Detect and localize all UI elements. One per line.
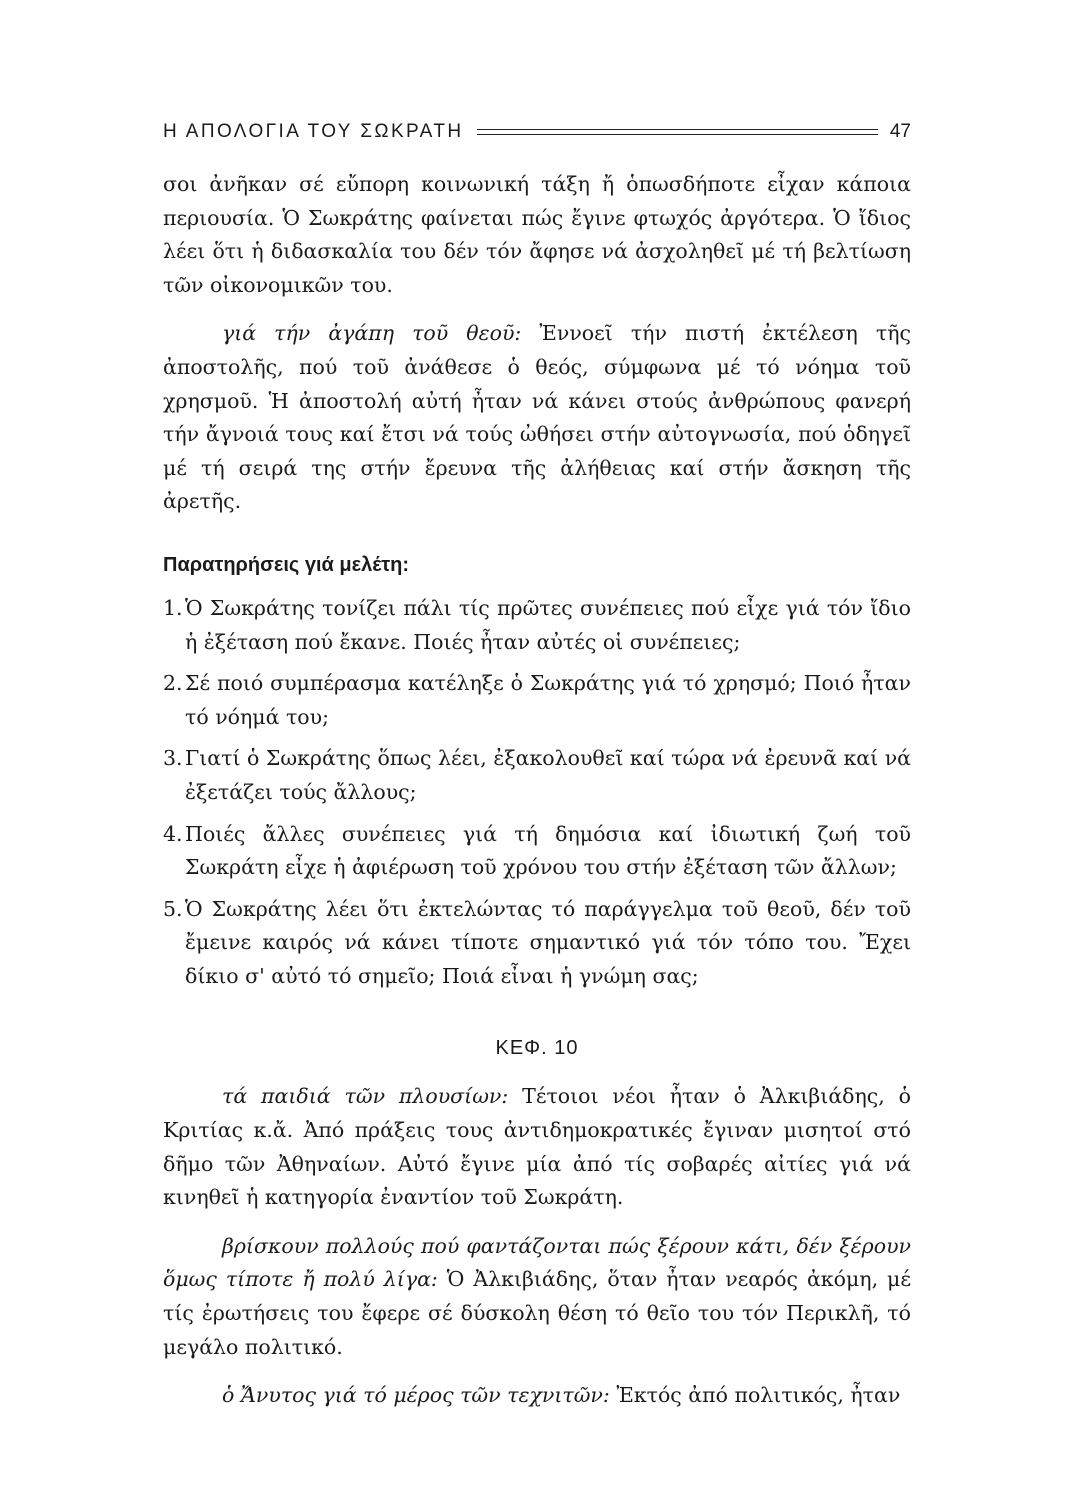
note-2-term: τά παιδιά τῶν πλουσίων:: [222, 1084, 509, 1109]
page-body: [163, 168, 911, 1413]
note-3-term: βρίσκουν πολλούς πού φαντάζονται πώς ξέρουν κάτι, δέν ξέρουν ὅμως τίποτε ἤ πολύ λίγα:: [163, 1233, 911, 1292]
paragraph-continuation: σοι ἀνῆκαν σέ εὔπορη κοινωνική τάξη ἤ ὁπωσδήποτε εἶχαν κάποια περιουσία. Ὁ Σωκράτης φαίνεται πώς ἔγινε φτωχός ἀργότερα. Ὁ ἴδιος λέει ὅτι ἡ διδασκαλία του δέν τόν ἄφησε νά ἀσχοληθεῖ μέ τή βελτίωση τῶν οἰκονομικῶν του.: [163, 172, 911, 297]
question-item: [163, 818, 911, 885]
study-notes-heading: Παρατηρήσεις γιά μελέτη:: [163, 554, 410, 577]
note-1-term: γιά τήν ἀγάπη τοῦ θεοῦ:: [222, 321, 522, 346]
question-number: 5.: [163, 896, 183, 921]
note-3-text: Ὁ Ἀλκιβιάδης, ὅταν ἦταν νεαρός ἀκόμη, μέ τίς ἐρωτήσεις του ἔφερε σέ δύσκολη θέση τό θεῖο του τόν Περικλῆ, τό μεγάλο πολιτικό.: [163, 1267, 911, 1359]
question-item: [163, 742, 911, 809]
question-text: Ποιές ἄλλες συνέπειες γιά τή δημόσια καί ἰδιωτική ζωή τοῦ Σωκράτη εἶχε ἡ ἀφιέρωση τοῦ χρόνου του στήν ἐξέταση τῶν ἄλλων;: [185, 821, 911, 880]
commentary-note-1: [163, 317, 911, 519]
note-1-text: Ἐννοεῖ τήν πιστή ἐκτέλεση τῆς ἀποστολῆς, πού τοῦ ἀνάθεσε ὁ θεός, σύμφωνα μέ τό νόημα τοῦ χρησμοῦ. Ἡ ἀποστολή αὐτή ἦταν νά κάνει στούς ἀνθρώπους φανερή τήν ἄγνοιά τους καί ἔτσι νά τούς ὠθήσει στήν αὐτογνωσία, πού ὁδηγεῖ μέ τή σειρά της στήν ἔρευνα τῆς ἀλήθειας καί στήν ἄσκηση τῆς ἀρετῆς.: [163, 321, 911, 514]
question-number: 2.: [163, 671, 183, 696]
question-item: [163, 893, 911, 994]
page-number: 47: [889, 121, 911, 142]
question-text: Ὁ Σωκράτης λέει ὅτι ἐκτελώντας τό παράγγελμα τοῦ θεοῦ, δέν τοῦ ἔμεινε καιρός νά κάνει τίποτε σημαντικό γιά τόν τόπο του. Ἔχει δίκιο σ' αὐτό τό σημεῖο; Ποιά εἶναι ἡ γνώμη σας;: [185, 896, 911, 988]
question-item: [163, 667, 911, 734]
running-header: [163, 120, 911, 144]
commentary-note-4: [163, 1379, 911, 1413]
question-text: Ὁ Σωκράτης τονίζει πάλι τίς πρῶτες συνέπειες πού εἶχε γιά τόν ἴδιο ἡ ἐξέταση πού ἔκανε. Ποιές ἦταν αὐτές οἱ συνέπειες;: [185, 595, 911, 654]
question-number: 4.: [163, 821, 183, 846]
study-questions-list: [163, 592, 911, 994]
chapter-heading: ΚΕΦ. 10: [495, 1036, 579, 1059]
note-4-term: ὁ Ἄνυτος γιά τό μέρος τῶν τεχνιτῶν:: [222, 1383, 610, 1408]
question-number: 1.: [163, 595, 183, 620]
question-number: 3.: [163, 746, 183, 771]
question-text: Σέ ποιό συμπέρασμα κατέληξε ὁ Σωκράτης γιά τό χρησμό; Ποιό ἦταν τό νόημά του;: [185, 671, 911, 729]
commentary-note-3: [163, 1230, 911, 1364]
question-text: Γιατί ὁ Σωκράτης ὅπως λέει, ἐξακολουθεῖ καί τώρα νά ἐρευνᾶ καί νά ἐξετάζει τούς ἄλλους;: [185, 746, 911, 804]
question-item: [163, 592, 911, 659]
running-title: Η ΑΠΟΛΟΓΙΑ ΤΟΥ ΣΩΚΡΑΤΗ: [163, 121, 464, 142]
note-2-text: Τέτοιοι νέοι ἦταν ὁ Ἀλκιβιάδης, ὁ Κριτίας κ.ἄ. Ἀπό πράξεις τους ἀντιδημοκρατικές ἔγιναν μισητοί στό δῆμο τῶν Ἀθηναίων. Αὐτό ἔγινε μία ἀπό τίς σοβαρές αἰτίες γιά νά κινηθεῖ ἡ κατηγορία ἐναντίον τοῦ Σωκράτη.: [163, 1084, 912, 1210]
commentary-note-2: [163, 1080, 911, 1214]
note-4-text: Ἐκτός ἀπό πολιτικός, ἦταν: [609, 1383, 901, 1408]
header-double-rule: [477, 129, 877, 135]
